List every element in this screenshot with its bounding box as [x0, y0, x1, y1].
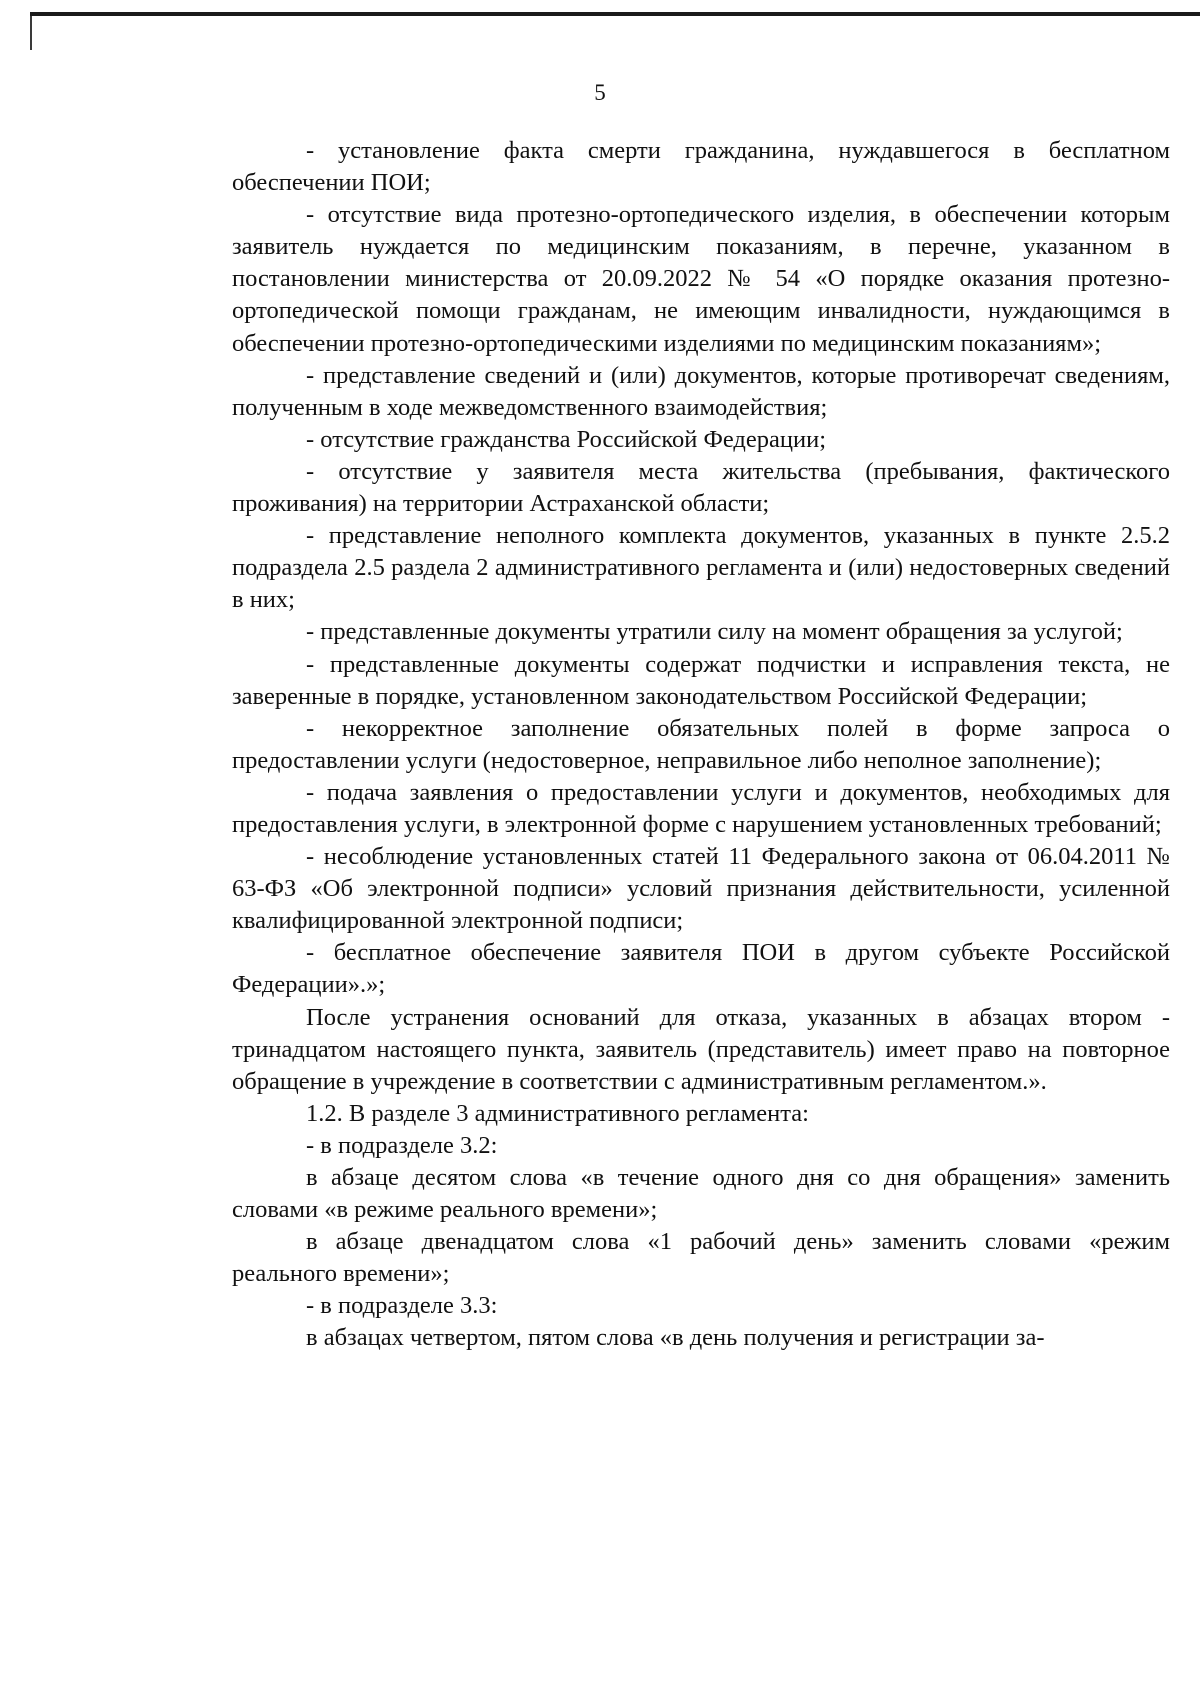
- paragraph: - в подразделе 3.3:: [306, 1292, 498, 1320]
- paragraph: - бесплатное обеспечение заявителя ПОИ в другом субъекте Российской Федерации».»;: [232, 939, 1170, 999]
- paragraph: - представленные документы содержат подчистки и исправления текста, не заверенные в порядке, установленном законодательством Российской Федерации;: [232, 650, 1170, 710]
- paragraph: 1.2. В разделе 3 административного регламента:: [306, 1099, 809, 1127]
- paragraph: в абзацах четвертом, пятом слова «в день получения и регистрации за-: [306, 1324, 1045, 1352]
- paragraph: - отсутствие у заявителя места жительства (пребывания, фактического проживания) на территории Астраханской области;: [232, 457, 1170, 518]
- page-number: 5: [594, 80, 606, 105]
- paragraph: - представленные документы утратили силу на момент обращения за услугой;: [306, 618, 1123, 646]
- scan-border-left: [30, 16, 32, 50]
- paragraph: - подача заявления о предоставлении услуги и документов, необходимых для предоставления услуги, в электронной форме с нарушением установленных требований;: [232, 778, 1170, 838]
- paragraph: - представление сведений и (или) документов, которые противоречат сведениям, полученным в ходе межведомственного взаимодействия;: [232, 361, 1170, 421]
- document-body: [232, 135, 1170, 1355]
- paragraph: - в подразделе 3.2:: [306, 1131, 498, 1159]
- paragraph: в абзаце двенадцатом слова «1 рабочий день» заменить словами «режим реального времени»;: [232, 1228, 1170, 1288]
- paragraph: в абзаце десятом слова «в течение одного дня со дня обращения» заменить словами «в режиме реального времени»;: [232, 1164, 1170, 1224]
- paragraph: - представление неполного комплекта документов, указанных в пункте 2.5.2 подраздела 2.5 раздела 2 административного регламента и (или) недостоверных сведений в них;: [232, 522, 1170, 614]
- paragraph: - отсутствие вида протезно-ортопедического изделия, в обеспечении которым заявитель нуждается по медицинским показаниям, в перечне, указанном в постановлении министерства от 20.09.2022 № 54 «О порядке оказания протезно-ортопедической помощи гражданам, не имеющим инвалидности, нуждающимся в обеспечении протезно-ортопедическими изделиями по медицинским показаниям»;: [232, 201, 1170, 357]
- paragraph: - несоблюдение установленных статей 11 Федерального закона от 06.04.2011 № 63-ФЗ «Об электронной подписи» условий признания действительности, усиленной квалифицированной электронной подписи;: [232, 843, 1170, 935]
- paragraph: - установление факта смерти гражданина, нуждавшегося в бесплатном обеспечении ПОИ;: [232, 137, 1170, 197]
- paragraph: - отсутствие гражданства Российской Федерации;: [306, 425, 827, 453]
- paragraph: После устранения оснований для отказа, указанных в абзацах втором - тринадцатом настоящего пункта, заявитель (представитель) имеет право на повторное обращение в учреждение в соответствии с административным регламентом.».: [232, 1003, 1170, 1095]
- paragraph: - некорректное заполнение обязательных полей в форме запроса о предоставлении услуги (недостоверное, неправильное либо неполное заполнение);: [232, 714, 1170, 774]
- scan-border-top: [30, 12, 1200, 16]
